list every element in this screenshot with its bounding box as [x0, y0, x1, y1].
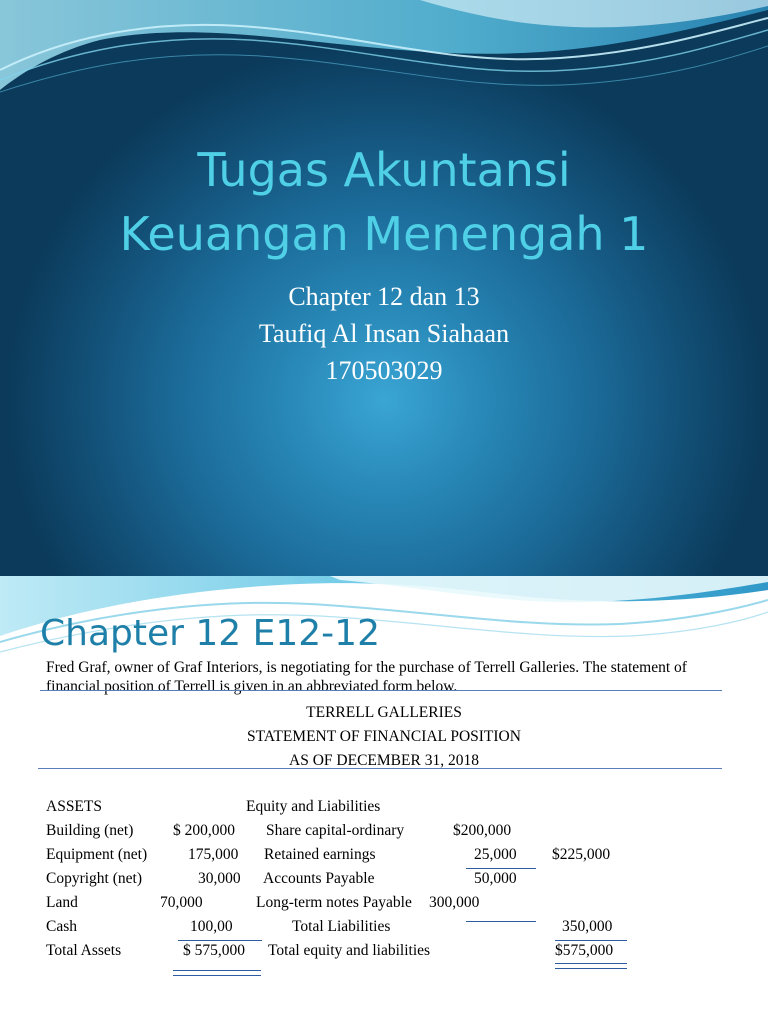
asset-label: Total Assets	[46, 942, 122, 959]
title-line-1: Tugas Akuntansi	[197, 143, 571, 197]
underline	[178, 940, 262, 941]
asset-value: 100,00	[190, 918, 233, 935]
liability-label: Total Liabilities	[292, 918, 391, 935]
equity-total: $225,000	[552, 846, 611, 863]
equity-value: $200,000	[453, 822, 512, 839]
equity-heading: Equity and Liabilities	[246, 798, 381, 815]
statement-name: STATEMENT OF FINANCIAL POSITION	[247, 728, 521, 745]
double-underline	[555, 968, 627, 969]
double-underline	[173, 970, 261, 971]
title-line-2: Keuangan Menengah 1	[119, 207, 649, 261]
asset-label: Copyright (net)	[46, 870, 142, 887]
statement-company: TERRELL GALLERIES	[306, 704, 462, 721]
presentation-title	[0, 138, 768, 266]
equity-label: Share capital-ordinary	[266, 822, 405, 839]
asset-value: 70,000	[160, 894, 203, 911]
exercise-intro: Fred Graf, owner of Graf Interiors, is negotiating for the purchase of Terrell Galleries. The statement of financial position of Terrell is given in an abbreviated form below.	[46, 659, 687, 695]
underline	[466, 868, 536, 869]
liability-label: Long-term notes Payable	[256, 894, 412, 911]
asset-value: $ 200,000	[173, 822, 235, 839]
double-underline	[555, 963, 627, 964]
liability-value: 300,000	[429, 894, 480, 911]
asset-value: 175,000	[188, 846, 239, 863]
subtitle-author: Taufiq Al Insan Siahaan	[258, 319, 510, 348]
grand-total: $575,000	[555, 942, 614, 959]
total-label: Total equity and liabilities	[268, 942, 431, 959]
slide-title: Chapter 12 E12-12	[40, 613, 380, 654]
statement-date: AS OF DECEMBER 31, 2018	[289, 752, 479, 769]
underline	[555, 940, 627, 941]
asset-value: 30,000	[198, 870, 241, 887]
divider	[40, 690, 722, 691]
subtitle-student-id: 170503029	[325, 356, 443, 385]
liability-value: 50,000	[474, 870, 517, 887]
asset-label: Land	[46, 894, 78, 911]
underline	[466, 921, 536, 922]
assets-heading: ASSETS	[46, 798, 102, 815]
presentation-subtitle	[0, 278, 768, 389]
liabilities-total: 350,000	[562, 918, 613, 935]
asset-value: $ 575,000	[183, 942, 245, 959]
double-underline	[173, 975, 261, 976]
decorative-wave	[0, 0, 768, 130]
asset-label: Equipment (net)	[46, 846, 148, 863]
divider	[38, 768, 722, 769]
asset-label: Cash	[46, 918, 77, 935]
liability-label: Accounts Payable	[263, 870, 375, 887]
exercise-slide	[0, 576, 768, 1024]
equity-value: 25,000	[474, 846, 517, 863]
equity-label: Retained earnings	[264, 846, 376, 863]
asset-label: Building (net)	[46, 822, 134, 839]
subtitle-chapter: Chapter 12 dan 13	[288, 282, 480, 311]
